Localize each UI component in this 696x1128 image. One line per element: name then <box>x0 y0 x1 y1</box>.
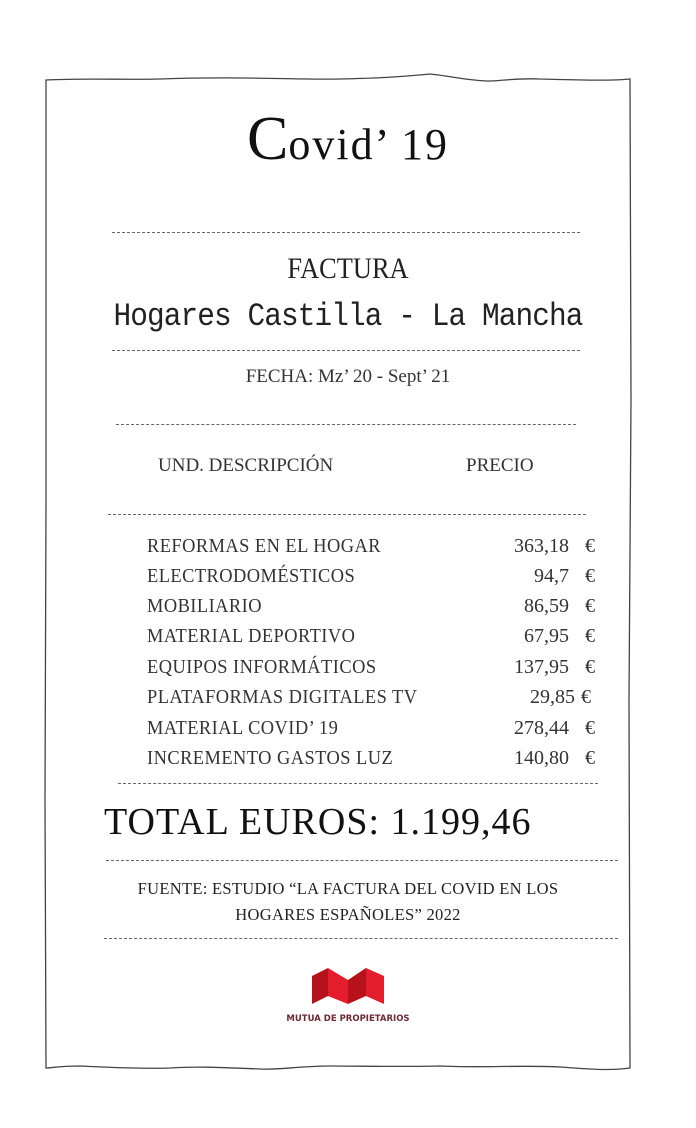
item-description: PLATAFORMAS DIGITALES TV <box>147 686 418 708</box>
title-initial: C <box>247 105 289 173</box>
line-item <box>147 686 597 716</box>
item-amount: 29,85 <box>530 686 575 708</box>
line-item <box>147 535 597 565</box>
euro-icon: € <box>585 747 595 769</box>
total-line: TOTAL EUROS: 1.199,46 <box>104 801 532 843</box>
line-item <box>147 565 597 595</box>
divider <box>116 424 576 425</box>
brand-name: MUTUA DE PROPIETARIOS <box>286 1014 410 1024</box>
item-description: MATERIAL DEPORTIVO <box>147 625 356 647</box>
item-description: REFORMAS EN EL HOGAR <box>147 535 381 557</box>
source-note <box>0 876 696 928</box>
brand-logo-icon <box>310 966 386 1006</box>
item-description: MOBILIARIO <box>147 595 262 617</box>
item-description: INCREMENTO GASTOS LUZ <box>147 747 394 769</box>
item-amount: 140,80 <box>514 747 569 769</box>
euro-icon: € <box>585 535 595 557</box>
euro-icon: € <box>585 717 595 739</box>
line-item <box>147 625 597 655</box>
item-description: MATERIAL COVID’ 19 <box>147 717 339 739</box>
line-item <box>147 747 597 777</box>
item-amount: 67,95 <box>524 625 569 647</box>
divider <box>112 350 580 351</box>
title-rest: ovid’ 19 <box>288 120 449 169</box>
divider <box>104 938 618 939</box>
euro-icon: € <box>585 565 595 587</box>
item-amount: 86,59 <box>524 595 569 617</box>
euro-icon: € <box>585 656 595 678</box>
divider <box>118 783 598 784</box>
item-description: EQUIPOS INFORMÁTICOS <box>147 656 377 678</box>
line-item <box>147 656 597 686</box>
receipt-title <box>0 104 696 175</box>
source-line-2: HOGARES ESPAÑOLES” 2022 <box>235 905 461 924</box>
column-header-description: UND. DESCRIPCIÓN <box>158 455 334 476</box>
divider <box>106 860 618 861</box>
item-description: ELECTRODOMÉSTICOS <box>147 565 356 587</box>
date-line: FECHA: Mz’ 20 - Sept’ 21 <box>245 366 451 387</box>
item-amount: 278,44 <box>514 717 569 739</box>
euro-icon: € <box>581 686 591 708</box>
line-item <box>147 717 597 747</box>
item-amount: 94,7 <box>534 565 569 587</box>
item-amount: 137,95 <box>514 656 569 678</box>
invoice-subheading: Hogares Castilla - La Mancha <box>113 298 583 335</box>
invoice-heading: FACTURA <box>287 252 409 285</box>
column-header-price: PRECIO <box>466 455 534 476</box>
divider <box>112 232 580 233</box>
source-line-1: FUENTE: ESTUDIO “LA FACTURA DEL COVID EN LOS <box>137 879 559 898</box>
euro-icon: € <box>585 625 595 647</box>
item-amount: 363,18 <box>514 535 569 557</box>
euro-icon: € <box>585 595 595 617</box>
line-item <box>147 595 597 625</box>
divider <box>108 514 586 515</box>
